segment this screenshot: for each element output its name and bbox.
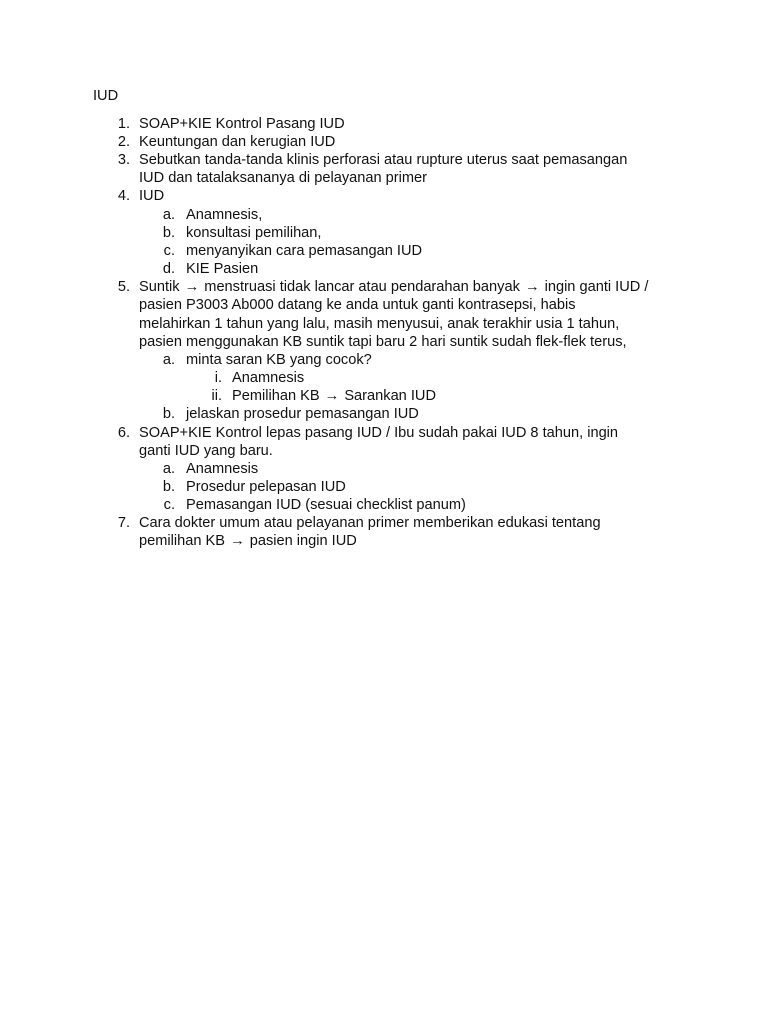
sub-item-text: Anamnesis bbox=[186, 461, 259, 477]
sub-item-text: menyanyikan cara pemasangan IUD bbox=[186, 243, 423, 259]
item-number: 2. bbox=[117, 134, 130, 150]
document-title: IUD bbox=[93, 88, 119, 104]
sub-item-label: c. bbox=[163, 243, 175, 259]
arrow-right-icon: → bbox=[524, 279, 540, 295]
sub-item-text: Pemasangan IUD (sesuai checklist panum) bbox=[186, 497, 466, 513]
item-text-part: Suntik bbox=[139, 279, 180, 295]
item-text: IUD bbox=[139, 188, 165, 204]
item-text: Keuntungan dan kerugian IUD bbox=[139, 134, 336, 150]
sub-item-text: Anamnesis, bbox=[186, 207, 263, 223]
item-text: ganti IUD yang baru. bbox=[139, 443, 273, 459]
sub-sub-item-text: Anamnesis bbox=[232, 370, 305, 386]
sub-item-text: jelaskan prosedur pemasangan IUD bbox=[186, 406, 419, 422]
item-number: 4. bbox=[117, 188, 130, 204]
sub-item-label: c. bbox=[163, 497, 175, 513]
arrow-right-icon: → bbox=[184, 279, 200, 295]
item-number: 1. bbox=[117, 116, 130, 132]
arrow-right-icon: → bbox=[230, 533, 245, 549]
item-text: pasien P3003 Ab000 datang ke anda untuk ganti kontrasepsi, habis bbox=[139, 297, 576, 313]
item-text bbox=[139, 532, 357, 550]
item-text-part: pasien ingin IUD bbox=[249, 533, 357, 549]
sub-item-label: d. bbox=[162, 261, 175, 277]
item-number: 5. bbox=[117, 279, 130, 295]
sub-item-text: KIE Pasien bbox=[186, 261, 259, 277]
item-text: melahirkan 1 tahun yang lalu, masih menyusui, anak terakhir usia 1 tahun, bbox=[139, 316, 620, 332]
sub-item-text: minta saran KB yang cocok? bbox=[186, 352, 372, 368]
sub-sub-item-text bbox=[232, 387, 436, 405]
sub-item-label: b. bbox=[162, 406, 175, 422]
item-text-part: menstruasi tidak lancar atau pendarahan banyak bbox=[204, 279, 520, 295]
sub-item-label: b. bbox=[162, 225, 175, 241]
sub-item-text: Prosedur pelepasan IUD bbox=[186, 479, 346, 495]
sub-sub-item-label: i. bbox=[214, 370, 222, 386]
sub-item-label: a. bbox=[162, 461, 175, 477]
item-text: pasien menggunakan KB suntik tapi baru 2 hari suntik sudah flek-flek terus, bbox=[139, 334, 627, 350]
sub-item-text: konsultasi pemilihan, bbox=[186, 225, 322, 241]
item-number: 3. bbox=[117, 152, 130, 168]
item-text-part: ingin ganti IUD / bbox=[544, 279, 649, 295]
item-text: SOAP+KIE Kontrol Pasang IUD bbox=[139, 116, 345, 132]
item-text: Sebutkan tanda-tanda klinis perforasi atau rupture uterus saat pemasangan bbox=[139, 152, 628, 168]
item-text-part: Sarankan IUD bbox=[344, 388, 436, 404]
sub-sub-item-label: ii. bbox=[211, 388, 222, 404]
item-text-part: pemilihan KB bbox=[139, 533, 225, 549]
item-text-part: Pemilihan KB bbox=[232, 388, 320, 404]
item-text: IUD dan tatalaksananya di pelayanan primer bbox=[139, 170, 427, 186]
sub-item-label: b. bbox=[162, 479, 175, 495]
item-number: 6. bbox=[117, 425, 130, 441]
item-number: 7. bbox=[117, 515, 130, 531]
arrow-right-icon: → bbox=[324, 388, 340, 404]
sub-item-label: a. bbox=[162, 207, 175, 223]
item-text: SOAP+KIE Kontrol lepas pasang IUD / Ibu sudah pakai IUD 8 tahun, ingin bbox=[139, 425, 619, 441]
sub-item-label: a. bbox=[162, 352, 175, 368]
item-text: Cara dokter umum atau pelayanan primer memberikan edukasi tentang bbox=[139, 515, 601, 531]
item-text bbox=[139, 278, 648, 296]
